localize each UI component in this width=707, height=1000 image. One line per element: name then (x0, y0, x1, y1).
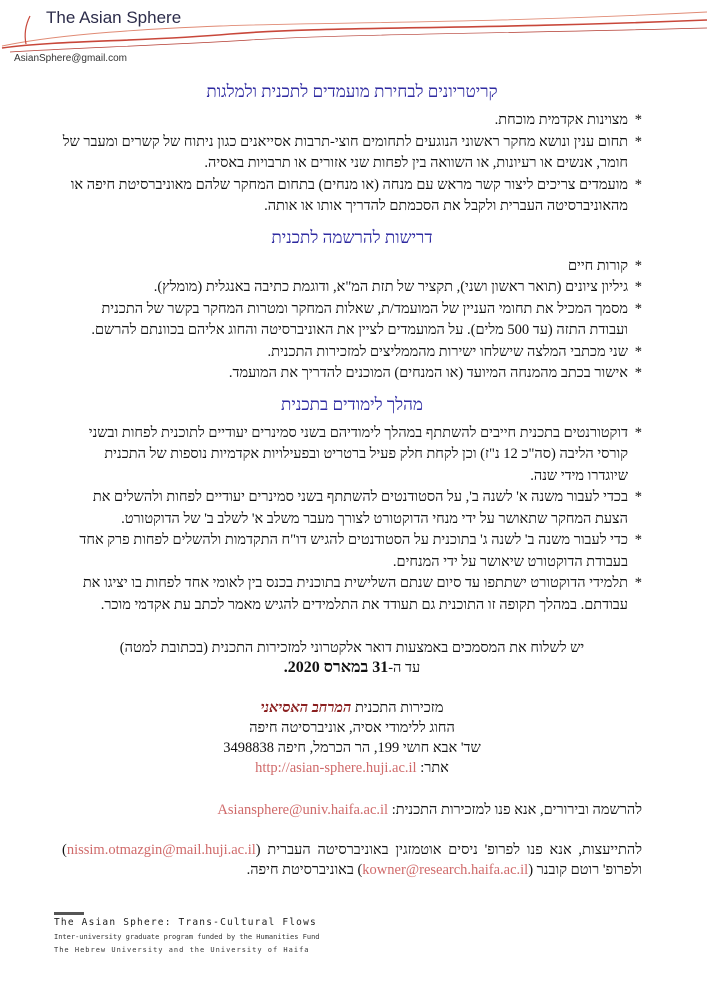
page-header (0, 0, 707, 75)
requirements-heading: דרישות להרשמה לתכנית (271, 227, 433, 247)
requirements-list (62, 256, 642, 385)
program-name: המרחב האסיאני (260, 700, 352, 716)
deadline-prefix: עד ה- (388, 660, 421, 676)
header-email: AsianSphere@gmail.com (14, 53, 127, 64)
submission-note (62, 638, 642, 678)
criteria-heading: קריטריונים לבחירת מועמדים לתכנית ולמלגות (206, 82, 498, 101)
list-item: * מצוינות אקדמית מוכחת. (62, 110, 642, 132)
submission-text: יש לשלוח את המסמכים באמצעות דואר אלקטרוני למזכירות התכנית (בכתובת למטה) (119, 640, 585, 656)
main-content (62, 80, 642, 880)
consult-text-1: להתייעצות, אנא פנו לפרופ' ניסים אוטמזגין באוניברסיטה העברית ( (255, 842, 642, 858)
consult-text-3: ) באוניברסיטת חיפה. (246, 862, 363, 878)
footer-title: The Asian Sphere: Trans-Cultural Flows (54, 917, 317, 928)
contact-block (62, 698, 642, 778)
footer-subtitle: Inter-university graduate program funded by the Humanities Fund (54, 933, 320, 941)
list-item: * קורות חיים (62, 256, 642, 278)
address: שד' אבא חושי 199, הר הכרמל, חיפה 3498838 (223, 740, 481, 756)
consultation-paragraph (62, 840, 642, 880)
process-heading: מהלך לימודים בתכנית (281, 394, 423, 414)
criteria-list (62, 110, 642, 218)
footer-divider (54, 912, 84, 915)
deadline (62, 658, 642, 678)
registration-text: להרשמה ובירורים, אנא פנו למזכירות התכנית: (388, 802, 642, 818)
secretariat-line (62, 698, 642, 718)
department: החוג ללימודי אסיה, אוניברסיטה חיפה (249, 720, 455, 736)
kowner-email-link[interactable]: kowner@research.haifa.ac.il (362, 862, 529, 878)
logo-title: The Asian Sphere (46, 8, 182, 27)
registration-email-link[interactable]: Asiansphere@univ.haifa.ac.il (217, 802, 389, 818)
otmazgin-email-link[interactable]: nissim.otmazgin@mail.huji.ac.il (66, 842, 256, 858)
website-line (62, 758, 642, 778)
footer-universities: The Hebrew University and the University of Haifa (54, 946, 310, 954)
list-item: * תלמידי הדוקטורט ישתתפו עד סיום שנתם השלישית בתוכנית בכנס בין לאומי אחד לפחות בו יציגו את עבודתם. במהלך תקופה זו התוכנית גם תעודד את התלמידים להגיש מאמר לכתב עת אקדמי מוכר. (62, 573, 642, 616)
list-item: * מועמדים צריכים ליצור קשר מראש עם מנחה (או מנחים) בתחום המחקר שלהם מאוניברסיטת חיפה או מהאוניברסיטה העברית ולקבל את הסכמתם להדריך אותו או אותה. (62, 175, 642, 218)
list-item: * כדי לעבור משנה ב' לשנה ג' בתוכנית על הסטודנטים להגיש דו"ח התקדמות ולהשלים לפחות פרק אחד בעבודת הדוקטורט שיאושר על ידי המנחים. (62, 530, 642, 573)
secretariat-prefix: מזכירות התכנית (351, 700, 444, 716)
consult-text-2: ) ולפרופ' רוטם קובנר ( (62, 842, 642, 878)
deadline-date: 31 במארס 2020. (283, 659, 389, 676)
list-item: * גיליון ציונים (תואר ראשון ושני), תקציר של תזת המ"א, ודוגמת כתיבה באנגלית (מומלץ). (62, 277, 642, 299)
process-list (62, 423, 642, 617)
list-item: * אישור בכתב מהמנחה המיועד (או המנחים) המוכנים להדריך את המועמד. (62, 363, 642, 385)
list-item: * שני מכתבי המלצה שישלחו ישירות מהממליצים למזכירות התכנית. (62, 342, 642, 364)
site-label: אתר: (416, 760, 449, 776)
registration-line (62, 800, 642, 820)
list-item: * דוקטורנטים בתכנית חייבים להשתתף במהלך לימודיהם בשני סמינרים יעודיים לתוכנית לפחות ובשני קורסי הליבה (סה"כ 12 נ"ז) וכן לקחת חלק פעיל ברטריט ובפעילויות אקדמיות נוספות של התכנית שיוגדרו מידי שנה. (62, 423, 642, 488)
list-item: * תחום ענין ונושא מחקר ראשוני הנוגעים לתחומים חוצי-תרבות אסייאנים כגון ניתוח של קשרים ומעבר של חומר, אנשים או רעיונות, או השוואה בין לפחות שני אזורים או תרבויות באסיה. (62, 132, 642, 175)
website-link[interactable]: http://asian-sphere.huji.ac.il (255, 760, 417, 776)
list-item: * בכדי לעבור משנה א' לשנה ב', על הסטודנטים להשתתף בשני סמינרים יעודיים לפחות ולהשלים את הצעת המחקר שתאושר על ידי מנחי הדוקטורט לצורך מעבר משלב א' לשלב ב' של הדוקטורט. (62, 487, 642, 530)
list-item: * מסמך המכיל את תחומי העניין של המועמד/ת, שאלות המחקר ומטרות המחקר בקשר של התכנית ועבודת התזה (עד 500 מלים). על המועמדים לציין את האוניברסיטה והחוג אליהם בכוונתם להרשם. (62, 299, 642, 342)
